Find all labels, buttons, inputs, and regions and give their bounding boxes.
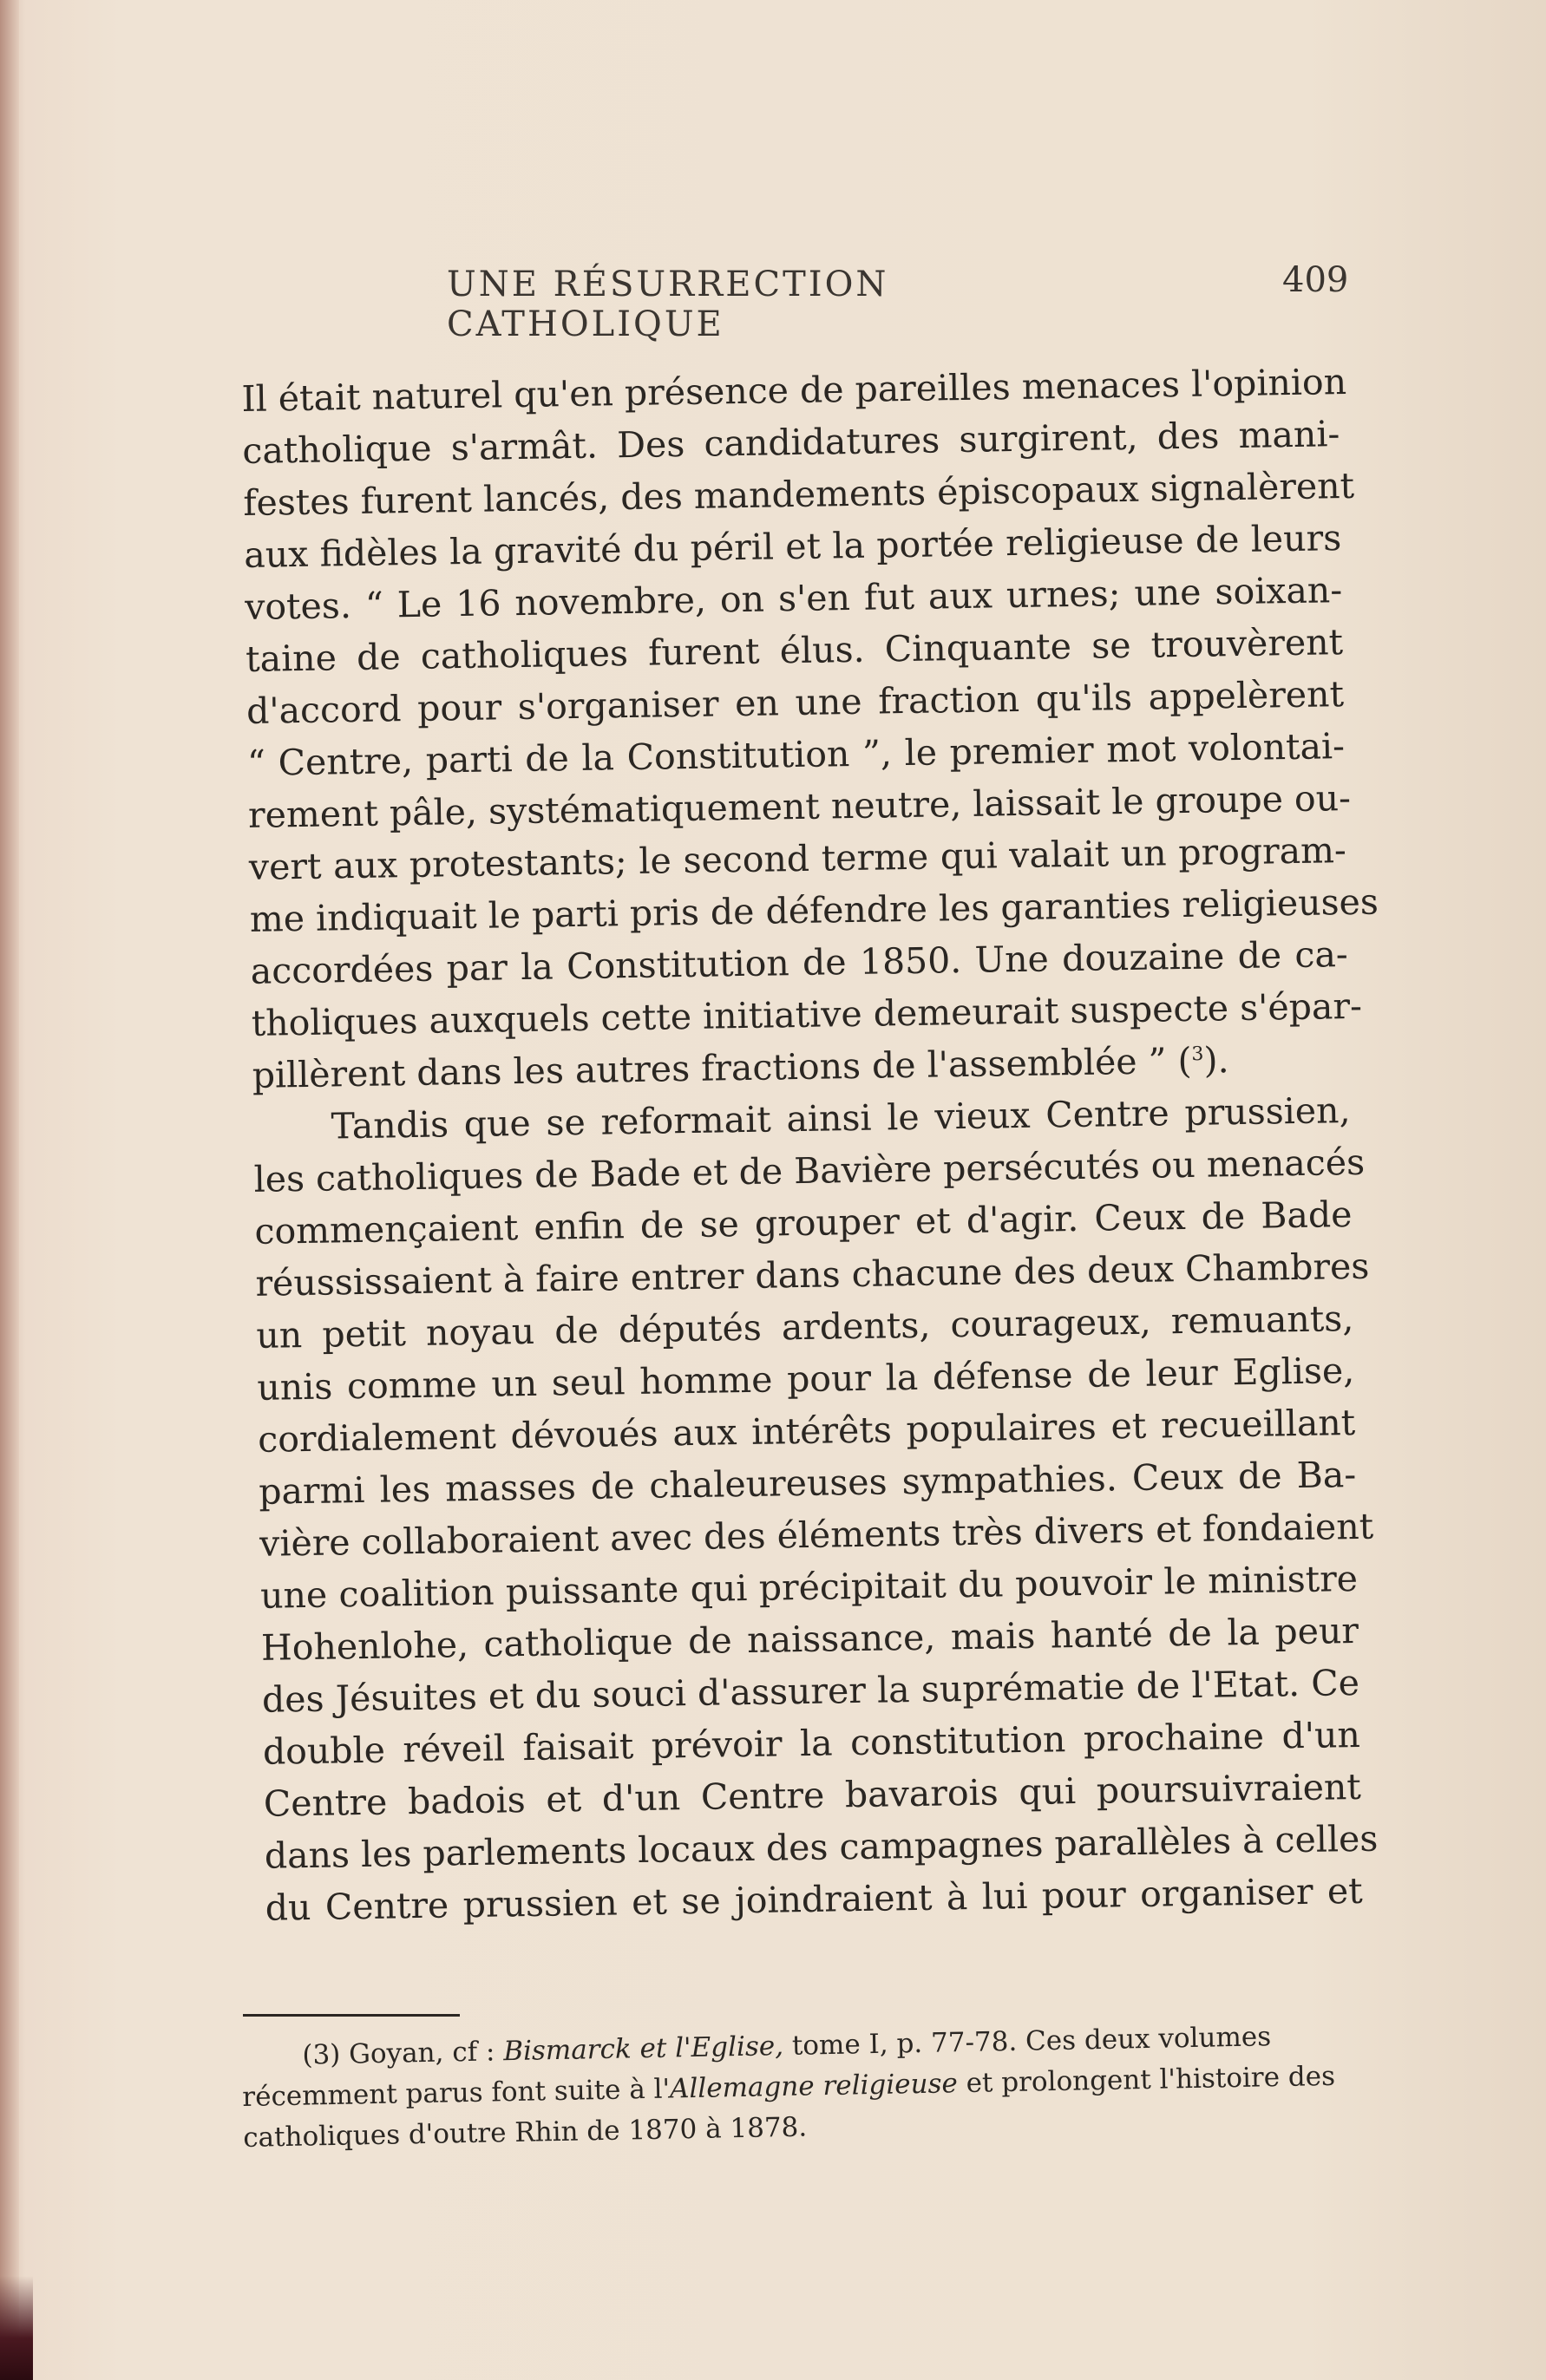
text-line: cordialement dévoués aux intérêts populaires et recueillant: [257, 1401, 1356, 1461]
text-line: Centre badois et d'un Centre bavarois qui poursuivraient: [263, 1765, 1362, 1825]
text-line: me indiquait le parti pris de défendre les garanties religieuses: [249, 880, 1379, 940]
text-line: du Centre prussien et se joindraient à lui pour organiser et: [265, 1869, 1364, 1929]
text-line: commençaient enfin de se grouper et d'agir. Ceux de Bade: [254, 1193, 1353, 1252]
text-line: “ Centre, parti de la Constitution ”, le premier mot volontai-: [246, 725, 1346, 784]
spine-shadow: [0, 0, 19, 2380]
binding-mark: [0, 2276, 33, 2380]
footnote-text: et prolongent l'histoire des: [966, 2060, 1336, 2099]
text-line: les catholiques de Bade et de Bavière persécutés ou menacés: [253, 1141, 1366, 1200]
text-line: vert aux protestants; le second terme qui valait un program-: [248, 829, 1347, 888]
text-line: accordées par la Constitution de 1850. Une douzaine de ca-: [250, 933, 1349, 992]
text-line: réussissaient à faire entrer dans chacune des deux Chambres: [255, 1245, 1370, 1304]
footnote-title: Allemagne religieuse: [669, 2068, 959, 2105]
text-line: votes. “ Le 16 novembre, on s'en fut aux urnes; une soixan-: [244, 569, 1343, 628]
text-line: dans les parlements locaux des campagnes parallèles à celles: [264, 1817, 1379, 1877]
footnote-rule: [243, 2014, 460, 2017]
text-line: vière collaboraient avec des éléments très divers et fondaient: [259, 1505, 1374, 1565]
footnote-author: Goyan, cf :: [348, 2036, 495, 2070]
footnote-ref: tome I, p. 77-78. Ces deux volumes: [791, 2021, 1272, 2062]
text-line: un petit noyau de députés ardents, courageux, remuants,: [256, 1297, 1354, 1357]
footnote-text: récemment parus font suite à l': [241, 2073, 671, 2113]
text-line: double réveil faisait prévoir la constitution prochaine d'un: [262, 1713, 1361, 1773]
text-line: Hohenlohe, catholique de naissance, mais hanté de la peur: [260, 1609, 1359, 1669]
text-line: des Jésuites et du souci d'assurer la suprématie de l'Etat. Ce: [261, 1661, 1360, 1721]
text-line: d'accord pour s'organiser en une fraction qu'ils appelèrent: [246, 673, 1345, 732]
text-line: unis comme un seul homme pour la défense de leur Eglise,: [257, 1349, 1355, 1409]
text-line: une coalition puissante qui précipitait du pouvoir le ministre: [259, 1557, 1359, 1617]
text-line: aux fidèles la gravité du péril et la portée religieuse de leurs: [243, 517, 1342, 576]
footnote-marker: (3): [302, 2038, 341, 2071]
text-line: parmi les masses de chaleureuses sympathies. Ceux de Ba-: [258, 1453, 1357, 1513]
footnote-reference[interactable]: 3: [1191, 1043, 1204, 1066]
text-line: Il était naturel qu'en présence de pareilles menaces l'opinion: [241, 360, 1347, 420]
footnote-title: Bismarck et l'Eglise,: [502, 2030, 784, 2068]
text-line: tholiques auxquels cette initiative demeurait suspecte s'épar-: [251, 984, 1363, 1044]
text-line: catholique s'armât. Des candidatures surgirent, des mani-: [242, 413, 1340, 472]
text-line: Tandis que se reformait ainsi le vieux Centre prussien,: [331, 1089, 1351, 1148]
page-number: 409: [1282, 260, 1349, 300]
text-line: festes furent lancés, des mandements épiscopaux signalèrent: [242, 464, 1355, 524]
footnote-line: catholiques d'outre Rhin de 1870 à 1878.: [242, 2111, 808, 2154]
text-fragment: pillèrent dans les autres fractions de l'assemblée ” (: [252, 1039, 1192, 1096]
running-title: UNE RÉSURRECTION CATHOLIQUE: [447, 265, 889, 344]
text-fragment: ).: [1203, 1039, 1229, 1082]
footnote: [241, 2016, 1340, 2159]
text-line: rement pâle, systématiquement neutre, laissait le groupe ou-: [247, 776, 1352, 836]
text-line: taine de catholiques furent élus. Cinquante se trouvèrent: [245, 621, 1344, 680]
main-text: [241, 356, 1379, 1934]
